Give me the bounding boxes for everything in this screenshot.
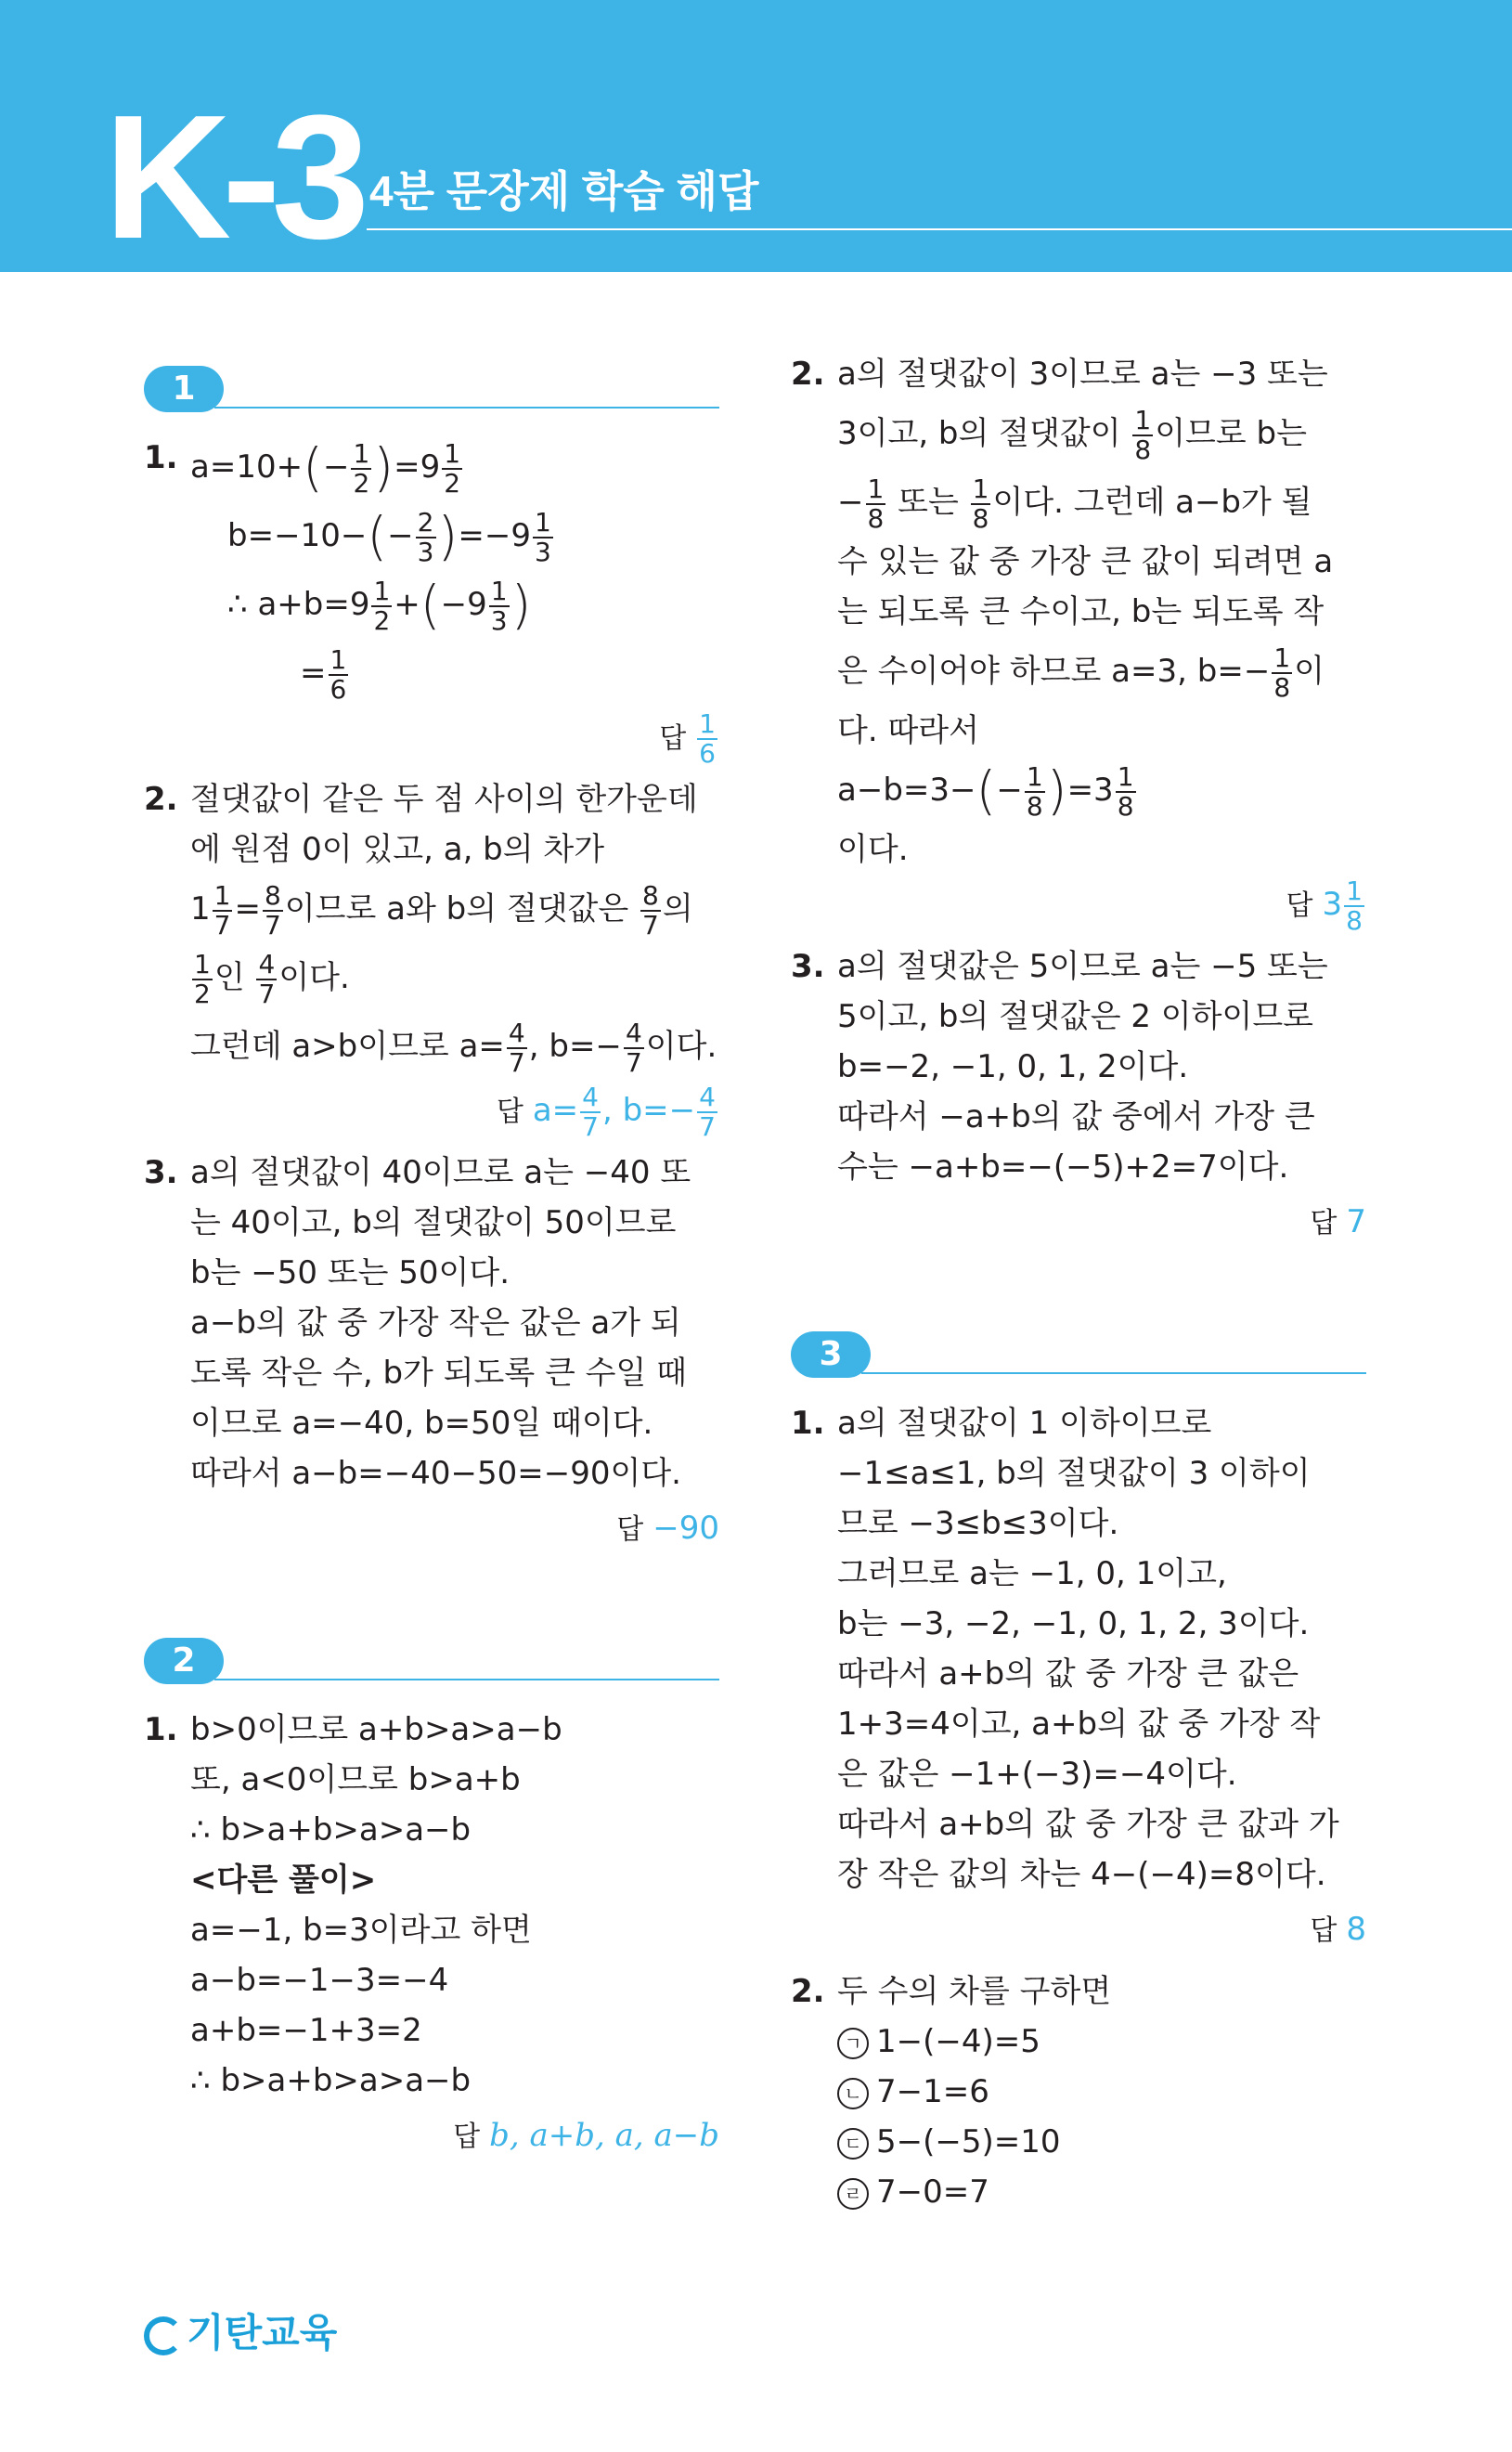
circled-marker: ㄱ xyxy=(837,2028,869,2059)
solution-line: a+b=−1+3=2 xyxy=(190,2012,422,2049)
solution-line: −1≤a≤1, b의 절댓값이 3 이하이 xyxy=(837,1455,1311,1492)
answer: 답 7 xyxy=(1310,1203,1366,1240)
solution-line: b=−2, −1, 0, 1, 2이다. xyxy=(837,1048,1189,1085)
solution-line: a의 절댓값이 3이므로 a는 −3 또는 xyxy=(837,356,1328,393)
problem-3-2 xyxy=(791,1966,1366,2217)
solution-line: 따라서 −a+b의 값 중에서 가장 큰 xyxy=(837,1098,1315,1135)
header-rule xyxy=(367,228,1512,230)
solution-line: ∴ b>a+b>a>a−b xyxy=(190,1811,472,1849)
problem-number: 1. xyxy=(791,1405,825,1442)
solution-line: 수는 −a+b=−(−5)+2=7이다. xyxy=(837,1148,1289,1186)
solution-line: 수 있는 값 중 가장 큰 값이 되려면 a xyxy=(837,543,1334,580)
section-header-2 xyxy=(144,1636,719,1688)
answer: 답 a= $\frac{4}{7}$ , b=− $\frac{4}{7}$ xyxy=(496,1081,716,1142)
solution-line: 는 40이고, b의 절댓값이 50이므로 xyxy=(190,1204,677,1241)
problem-number: 2. xyxy=(144,781,178,818)
problem-1-1 xyxy=(144,433,719,769)
unit-subtitle: 4분 문장제 학습 해답 xyxy=(369,167,759,215)
solution-line: 따라서 a+b의 값 중 가장 큰 값은 xyxy=(837,1655,1299,1693)
solution-line: 도록 작은 수, b가 되도록 큰 수일 때 xyxy=(190,1355,688,1392)
solution-line: a=10+(− $\frac{1}{2}$ )=9 $\frac{1}{2}$ xyxy=(190,437,461,499)
circled-marker: ㄹ xyxy=(837,2178,869,2210)
solution-line: 므로 −3≤b≤3이다. xyxy=(837,1505,1119,1542)
solution-line: 1 $\frac{1}{7}$ = $\frac{8}{7}$ 이므로 a와 b의 절댓값은 $\frac{8}{7}$ 의 xyxy=(190,879,693,941)
solution-line: $\frac{1}{2}$ 인 $\frac{4}{7}$ 이다. xyxy=(194,948,350,1009)
logo-g-icon xyxy=(144,2316,183,2355)
right-column xyxy=(791,344,1366,2217)
list-item: ㄷ 5−(−5)=10 xyxy=(837,2117,1366,2167)
left-column xyxy=(144,344,719,2167)
circled-marker: ㄷ xyxy=(837,2128,869,2160)
solution-line: 그러므로 a는 −1, 0, 1이고, xyxy=(837,1555,1227,1592)
solution-line: a=−1, b=3이라고 하면 xyxy=(190,1912,532,1949)
problem-1-2 xyxy=(144,774,719,1142)
problem-number: 2. xyxy=(791,356,825,393)
solution-line: b는 −50 또는 50이다. xyxy=(190,1254,510,1291)
answer: 답 −90 xyxy=(616,1510,719,1547)
solution-line: − $\frac{1}{8}$ 또는 $\frac{1}{8}$ 이다. 그런데 a−b가 될 xyxy=(837,473,1312,534)
problem-2-2 xyxy=(791,349,1366,936)
solution-line: 장 작은 값의 차는 4−(−4)=8이다. xyxy=(837,1856,1326,1893)
alternate-solution-heading: <다른 풀이> xyxy=(190,1862,377,1899)
solution-line: 은 수이어야 하므로 a=3, b=− $\frac{1}{8}$ 이 xyxy=(837,642,1325,703)
solution-line: 다. 따라서 xyxy=(837,712,979,749)
circled-marker: ㄴ xyxy=(837,2078,869,2109)
answer: 답 $\frac{1}{6}$ xyxy=(659,707,716,769)
problem-1-3 xyxy=(144,1148,719,1560)
list-item: ㄱ 1−(−4)=5 xyxy=(837,2017,1366,2067)
problem-2-1 xyxy=(144,1705,719,2167)
problem-number: 3. xyxy=(144,1154,178,1191)
solution-line: 또, a<0이므로 b>a+b xyxy=(190,1761,521,1798)
list-item: ㄹ 7−0=7 xyxy=(837,2167,1366,2217)
solution-line: ∴ a+b=9 $\frac{1}{2}$ +(−9 $\frac{1}{3}$ ) xyxy=(227,575,532,636)
problem-number: 1. xyxy=(144,439,178,476)
page-header xyxy=(0,0,1512,276)
solution-line: 따라서 a+b의 값 중 가장 큰 값과 가 xyxy=(837,1806,1339,1843)
solution-line: b는 −3, −2, −1, 0, 1, 2, 3이다. xyxy=(837,1605,1310,1642)
solution-line: 이므로 a=−40, b=50일 때이다. xyxy=(190,1405,653,1442)
solution-line: 5이고, b의 절댓값은 2 이하이므로 xyxy=(837,998,1314,1035)
solution-line: a의 절댓값은 5이므로 a는 −5 또는 xyxy=(837,948,1328,985)
solution-line: b>0이므로 a+b>a>a−b xyxy=(190,1711,562,1748)
solution-line: 이다. xyxy=(837,831,909,868)
solution-line: b=−10−(− $\frac{2}{3}$ )=−9 $\frac{1}{3}$ xyxy=(227,506,551,567)
answer: 답 3 $\frac{1}{8}$ xyxy=(1286,875,1363,936)
problem-number: 3. xyxy=(791,948,825,985)
solution-line: 는 되도록 큰 수이고, b는 되도록 작 xyxy=(837,593,1325,630)
solution-line: 따라서 a−b=−40−50=−90이다. xyxy=(190,1455,681,1492)
solution-line: a−b=3−(− $\frac{1}{8}$ )=3 $\frac{1}{8}$ xyxy=(837,760,1134,822)
solution-line: 두 수의 차를 구하면 xyxy=(837,1973,1112,2010)
section-rule xyxy=(214,407,719,409)
solution-line: ∴ b>a+b>a>a−b xyxy=(190,2062,472,2099)
section-badge: 2 xyxy=(144,1638,224,1684)
answer: 답 8 xyxy=(1310,1911,1366,1948)
list-item: ㄴ 7−1=6 xyxy=(837,2067,1366,2117)
section-badge: 1 xyxy=(144,366,224,412)
problem-number: 2. xyxy=(791,1973,825,2010)
section-rule xyxy=(214,1679,719,1680)
section-badge: 3 xyxy=(791,1331,871,1378)
solution-line: 그런데 a>b이므로 a= $\frac{4}{7}$ , b=− $\frac{4}{7}$ 이다. xyxy=(190,1017,717,1078)
solution-line: 3이고, b의 절댓값이 $\frac{1}{8}$ 이므로 b는 xyxy=(837,404,1307,465)
solution-line: 1+3=4이고, a+b의 값 중 가장 작 xyxy=(837,1706,1321,1743)
answer: 답 b, a+b, a, a−b xyxy=(453,2117,719,2154)
unit-code: K-3 xyxy=(104,79,361,276)
section-rule xyxy=(861,1372,1366,1374)
solution-line: = $\frac{1}{6}$ xyxy=(300,643,347,705)
solution-line: a−b의 값 중 가장 작은 값은 a가 되 xyxy=(190,1304,681,1342)
solution-line: 에 원점 0이 있고, a, b의 차가 xyxy=(190,831,605,868)
solution-line: a의 절댓값이 40이므로 a는 −40 또 xyxy=(190,1154,691,1191)
problem-3-1 xyxy=(791,1398,1366,1961)
publisher-logo: 기탄교육 xyxy=(144,2303,337,2358)
solution-line: 은 값은 −1+(−3)=−4이다. xyxy=(837,1756,1237,1793)
solution-line: a의 절댓값이 1 이하이므로 xyxy=(837,1405,1212,1442)
section-header-1 xyxy=(144,364,719,416)
section-header-3 xyxy=(791,1330,1366,1382)
problem-2-3 xyxy=(791,941,1366,1253)
problem-number: 1. xyxy=(144,1711,178,1748)
solution-line: 절댓값이 같은 두 점 사이의 한가운데 xyxy=(190,781,698,818)
solution-line: a−b=−1−3=−4 xyxy=(190,1962,449,1999)
